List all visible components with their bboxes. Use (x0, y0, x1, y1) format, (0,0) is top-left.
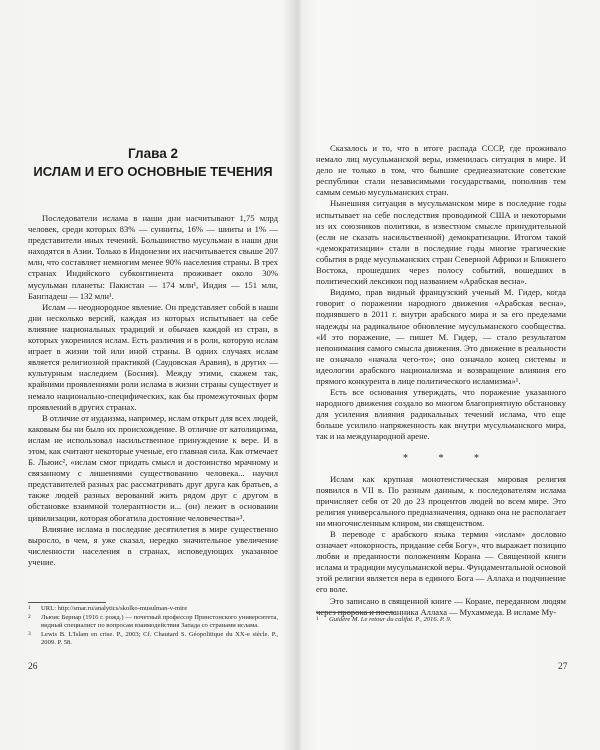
footnote (28, 614, 278, 631)
paragraph: Последователи ислама в наши дни насчитывают 1,75 млрд человек, среди которых 83% — сунниты, 16% — шииты и 1% — представители иных течений. Большинство мусульман в наши дни находятся в Азии. Только в Индонезии их насчитывается свыше 207 млн, что составляет немногим менее 90% населения страны. В трех странах Индийского субконтинента проживает около 30% мусульман планеты: Пакистан — 174 млн¹, Индия — 151 млн, Бангладеш — 132 млн¹. (28, 213, 278, 301)
footnote-text: Льюис Бернар (1916 г. рожд.) — почетный профессор Принстонского университета, видный специалист по вопросам взаимодействия Запада со странами ислама. (41, 613, 278, 630)
paragraph: Видимо, прав видный французский ученый М. Гидер, когда говорит о поражении народного движения «Арабская весна», поднявшего в 2011 г. внутри арабского мира и за его пределами надежды на радикальное обновление мусульманского сообщества. «И это поражение, — пишет М. Гидер, — стало результатом непонимания самого смысла движения. Это движение в реальности не означало «начала чего-то»; оно означало конец системы и идеологии арабского национализма и возвращение влияния его прямого конкурента в лице политического исламизма»¹. (316, 287, 566, 386)
paragraph: Влияние ислама в последние десятилетия в мире существенно выросло, в чем, я уже сказал, нередко значительное увеличение численности населения в странах, исповедующих указанное учение. (28, 523, 278, 567)
right-footnotes (316, 616, 566, 625)
page-number-right: 27 (558, 662, 568, 672)
footnote-mark: 1 (316, 616, 319, 622)
paragraph: Есть все основания утверждать, что поражение указанного народного движения создало во многом благоприятную обстановку для усиления влияния радикальных течений ислама, что еще больше усилило напряженность как внутри мусульманского мира, так и на международной арене. (316, 387, 566, 442)
paragraph: Это записано в священной книге — Коране, переданном людям через пророка и посланника Аллаха — Мухаммеда. В исламе Му- (316, 595, 566, 617)
paragraph: В отличие от иудаизма, например, ислам открыт для всех людей, каковым бы ни было их происхождение. В отличие от католицизма, ислам не использовал насильственное принуждение к вере. И в этом, как считают некоторые ученые, его главная сила. Как отмечает Б. Льюис², «ислам смог придать смысл и достоинство мрачному и связанному с лишениями существованию человека... научил представителей разных рас рассматривать друг друга как братьев, а также людей разных верований жить рядом друг с другом в обстановке взаимной толерантности и... (он) лежит в основании цивилизации, которая обогатила достояние человечества»³. (28, 412, 278, 523)
footnote (28, 631, 278, 648)
chapter-header (28, 146, 278, 179)
footnote-text: Lewis B. L'Islam en crise. P., 2003; Cf. Chautard S. Géopolitique du XX-e siècle. P., 2009. P. 58. (41, 630, 278, 647)
page-number-left: 26 (28, 662, 38, 672)
paragraph: Нынешняя ситуация в мусульманском мире в последние годы испытывает на себе последствия проводимой США и некоторыми из их союзников политики, в известном смысле принудительной (если не сказать насильственной) демократизации. Итогом такой «демократизации» стали в последние годы многие трагические события в ряде мусульманских стран Северной Африки и Ближнего Востока, прошедших через полосу событий, вошедших в политический лексикон под названием «Арабская весна». (316, 198, 566, 287)
footnote-divider (28, 602, 106, 603)
paragraph: Ислам — неоднородное явление. Он представляет собой в наши дни несколько версий, каждая из которых испытывает на себе влияние национальных традиций и обычаев каждой из стран, в которых укоренился ислам. Есть различия и в роли, которую ислам играет в жизни той или иной страны. В одних случаях ислам является религиозной практикой (Саудовская Аравия), в других — культурным наследием (Босния). Между этими, скажем так, крайними проявлениями роли ислама в жизни страны существует и немало национально-специфических, как бы промежуточных форм проявлений в других странах. (28, 301, 278, 412)
left-body-text (28, 213, 278, 568)
footnote-text: Guidère M. Le retour du califat. P., 2016. P. 9. (329, 616, 452, 623)
paragraph: Сказалось и то, что в итоге распада СССР, где проживало немало лиц мусульманской веры, изменилась ситуация в мире. И дело не только в том, что бывшие среднеазиатские советские республики стали независимыми государствами, пополнив тем самым семью мусульманских стран. (316, 143, 566, 198)
footnote (28, 605, 278, 614)
footnote-divider (316, 612, 394, 613)
chapter-label: Глава 2 (128, 146, 178, 161)
left-footnotes (28, 605, 278, 648)
footnote (316, 616, 566, 625)
right-page (300, 0, 600, 750)
paragraph: В переводе с арабского языка термин «ислам» дословно означает «покорность, придание себя Богу», что выражает позицию любви и преданности положениям Корана — Священной книги ислама и традиции мусульманской веры. Фундаментальной основой этой религии является вера в единого Бога — Аллаха и подчинение его воле. (316, 529, 566, 595)
paragraph: Ислам как крупная монотеистическая мировая религия появился в VII в. По разным данным, к последователям ислама причисляет себя от 20 до 23 процентов людей во всем мире. Это религия универсального предназначения, однако она не располагает ни многочисленным клиром, ни священством. (316, 473, 566, 528)
right-body-text (316, 143, 566, 618)
footnote-mark: 2 (28, 613, 31, 620)
chapter-title: ИСЛАМ И ЕГО ОСНОВНЫЕ ТЕЧЕНИЯ (33, 164, 273, 179)
footnote-text: URL: http://smar.ru/analytics/skolko-musulman-v-mire (41, 605, 188, 612)
section-separator: * * * (403, 452, 493, 464)
footnote-mark: 1 (28, 605, 31, 611)
footnote-mark: 3 (28, 630, 31, 637)
